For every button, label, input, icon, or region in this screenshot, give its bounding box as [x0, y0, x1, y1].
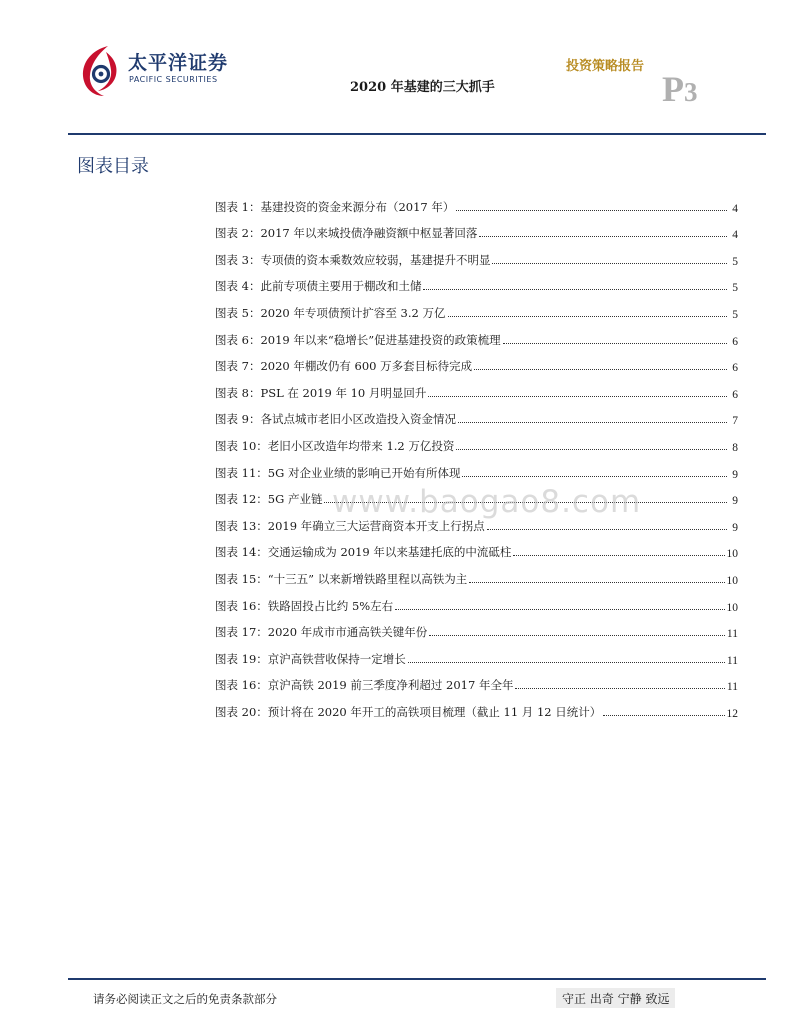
toc-entry[interactable]: [215, 534, 738, 561]
toc-entry-title: 图表 7：2020 年棚改仍有 600 万多套目标待完成: [215, 359, 473, 374]
toc-entry-page: 12: [726, 707, 738, 720]
toc-entry-page: 5: [732, 282, 738, 295]
logo-company-name-cn: 太平洋证券: [128, 52, 229, 74]
toc-entry-page: 7: [732, 415, 738, 428]
toc-entry[interactable]: [215, 560, 738, 587]
toc-entry[interactable]: [215, 667, 738, 694]
toc-entry-page: 10: [726, 601, 738, 614]
toc-entry-page: 10: [726, 548, 738, 561]
toc-entry-title: 图表 2：2017 年以来城投债净融资额中枢显著回落: [215, 226, 478, 241]
page-letter: P: [662, 69, 684, 109]
toc-entry-title: 图表 16：京沪高铁 2019 前三季度净利超过 2017 年全年: [215, 678, 514, 693]
toc-entry[interactable]: [215, 294, 738, 321]
toc-entry-title: 图表 9：各试点城市老旧小区改造投入资金情况: [215, 412, 456, 427]
toc-entry[interactable]: [215, 348, 738, 375]
toc-dot-leader: [462, 476, 727, 477]
toc-entry[interactable]: [215, 215, 738, 242]
toc-dot-leader: [474, 369, 727, 370]
watermark: www.baogao8.com: [332, 484, 642, 520]
toc-entry-title: 图表 10：老旧小区改造年均带来 1.2 万亿投资: [215, 438, 455, 453]
toc-entry-title: 图表 13：2019 年确立三大运营商资本开支上行拐点: [215, 518, 485, 533]
header-divider: [68, 133, 766, 135]
toc-dot-leader: [492, 263, 727, 264]
page-header: [0, 0, 800, 140]
toc-entry-page: 9: [732, 495, 738, 508]
toc-entry-page: 9: [732, 468, 738, 481]
toc-entry-title: 图表 16：铁路固投占比约 5%左右: [215, 598, 394, 613]
toc-dot-leader: [423, 289, 727, 290]
toc-dot-leader: [503, 343, 727, 344]
logo-company-name-en: PACIFIC SECURITIES: [129, 75, 218, 84]
toc-dot-leader: [395, 609, 724, 610]
toc-entry-page: 6: [732, 388, 738, 401]
company-motto: 守正 出奇 宁静 致远: [556, 988, 675, 1008]
toc-entry-page: 8: [732, 441, 738, 454]
toc-dot-leader: [448, 316, 728, 317]
toc-entry[interactable]: [215, 614, 738, 641]
toc-dot-leader: [487, 529, 727, 530]
toc-entry[interactable]: [215, 321, 738, 348]
document-title: 2020 年基建的三大抓手: [350, 80, 495, 95]
toc-dot-leader: [469, 582, 724, 583]
toc-entry[interactable]: [215, 640, 738, 667]
disclaimer-text: 请务必阅读正文之后的免责条款部分: [93, 992, 277, 1006]
toc-entry-page: 6: [732, 335, 738, 348]
toc-entry-page: 11: [726, 681, 738, 694]
toc-entry[interactable]: [215, 454, 738, 481]
figure-index-list: [215, 188, 738, 720]
toc-entry-page: 11: [726, 628, 738, 641]
toc-entry-title: 图表 6：2019 年以来“稳增长”促进基建投资的政策梳理: [215, 332, 501, 347]
toc-entry[interactable]: [215, 427, 738, 454]
toc-dot-leader: [408, 662, 725, 663]
page-number-mark: [662, 68, 698, 110]
footer-divider: [68, 978, 766, 980]
toc-entry-title: 图表 3：专项债的资本乘数效应较弱，基建提升不明显: [215, 252, 491, 267]
toc-dot-leader: [456, 449, 727, 450]
toc-entry-title: 图表 19：京沪高铁营收保持一定增长: [215, 651, 406, 666]
toc-dot-leader: [458, 422, 727, 423]
toc-entry[interactable]: [215, 693, 738, 720]
toc-dot-leader: [428, 396, 727, 397]
toc-dot-leader: [513, 555, 724, 556]
toc-entry-title: 图表 14：交通运输成为 2019 年以来基建托底的中流砥柱: [215, 545, 512, 560]
toc-entry-title: 图表 11：5G 对企业业绩的影响已开始有所体现: [215, 465, 461, 480]
toc-dot-leader: [515, 688, 724, 689]
toc-entry-title: 图表 15：“十三五” 以来新增铁路里程以高铁为主: [215, 571, 468, 586]
toc-entry-page: 4: [732, 229, 738, 242]
page-number: 3: [684, 77, 698, 107]
toc-entry[interactable]: [215, 241, 738, 268]
toc-entry[interactable]: [215, 268, 738, 295]
toc-entry-page: 9: [732, 521, 738, 534]
toc-dot-leader: [603, 715, 724, 716]
toc-entry-title: 图表 17：2020 年成市市通高铁关键年份: [215, 625, 428, 640]
toc-entry-title: 图表 8：PSL 在 2019 年 10 月明显回升: [215, 385, 427, 400]
toc-entry-title: 图表 20：预计将在 2020 年开工的高铁项目梳理（截止 11 月 12 日统计）: [215, 704, 602, 719]
toc-entry-title: 图表 4：此前专项债主要用于棚改和土储: [215, 279, 422, 294]
company-logo: [78, 40, 238, 100]
toc-entry-page: 4: [732, 202, 738, 215]
section-heading: 图表目录: [77, 156, 149, 177]
toc-entry-page: 10: [726, 574, 738, 587]
toc-entry[interactable]: [215, 374, 738, 401]
toc-dot-leader: [456, 210, 727, 211]
report-type-label: 投资策略报告: [566, 59, 645, 74]
toc-entry[interactable]: [215, 401, 738, 428]
toc-entry-title: 图表 12：5G 产业链: [215, 492, 323, 507]
toc-entry-title: 图表 1：基建投资的资金来源分布（2017 年）: [215, 199, 455, 214]
pacific-securities-logo-icon: [78, 42, 124, 98]
toc-entry-page: 6: [732, 362, 738, 375]
toc-dot-leader: [479, 236, 727, 237]
toc-entry[interactable]: [215, 587, 738, 614]
toc-dot-leader: [429, 635, 725, 636]
toc-entry-page: 11: [726, 654, 738, 667]
toc-entry[interactable]: [215, 188, 738, 215]
toc-entry-page: 5: [732, 255, 738, 268]
toc-entry-title: 图表 5：2020 年专项债预计扩容至 3.2 万亿: [215, 305, 446, 320]
toc-entry-page: 5: [732, 308, 738, 321]
